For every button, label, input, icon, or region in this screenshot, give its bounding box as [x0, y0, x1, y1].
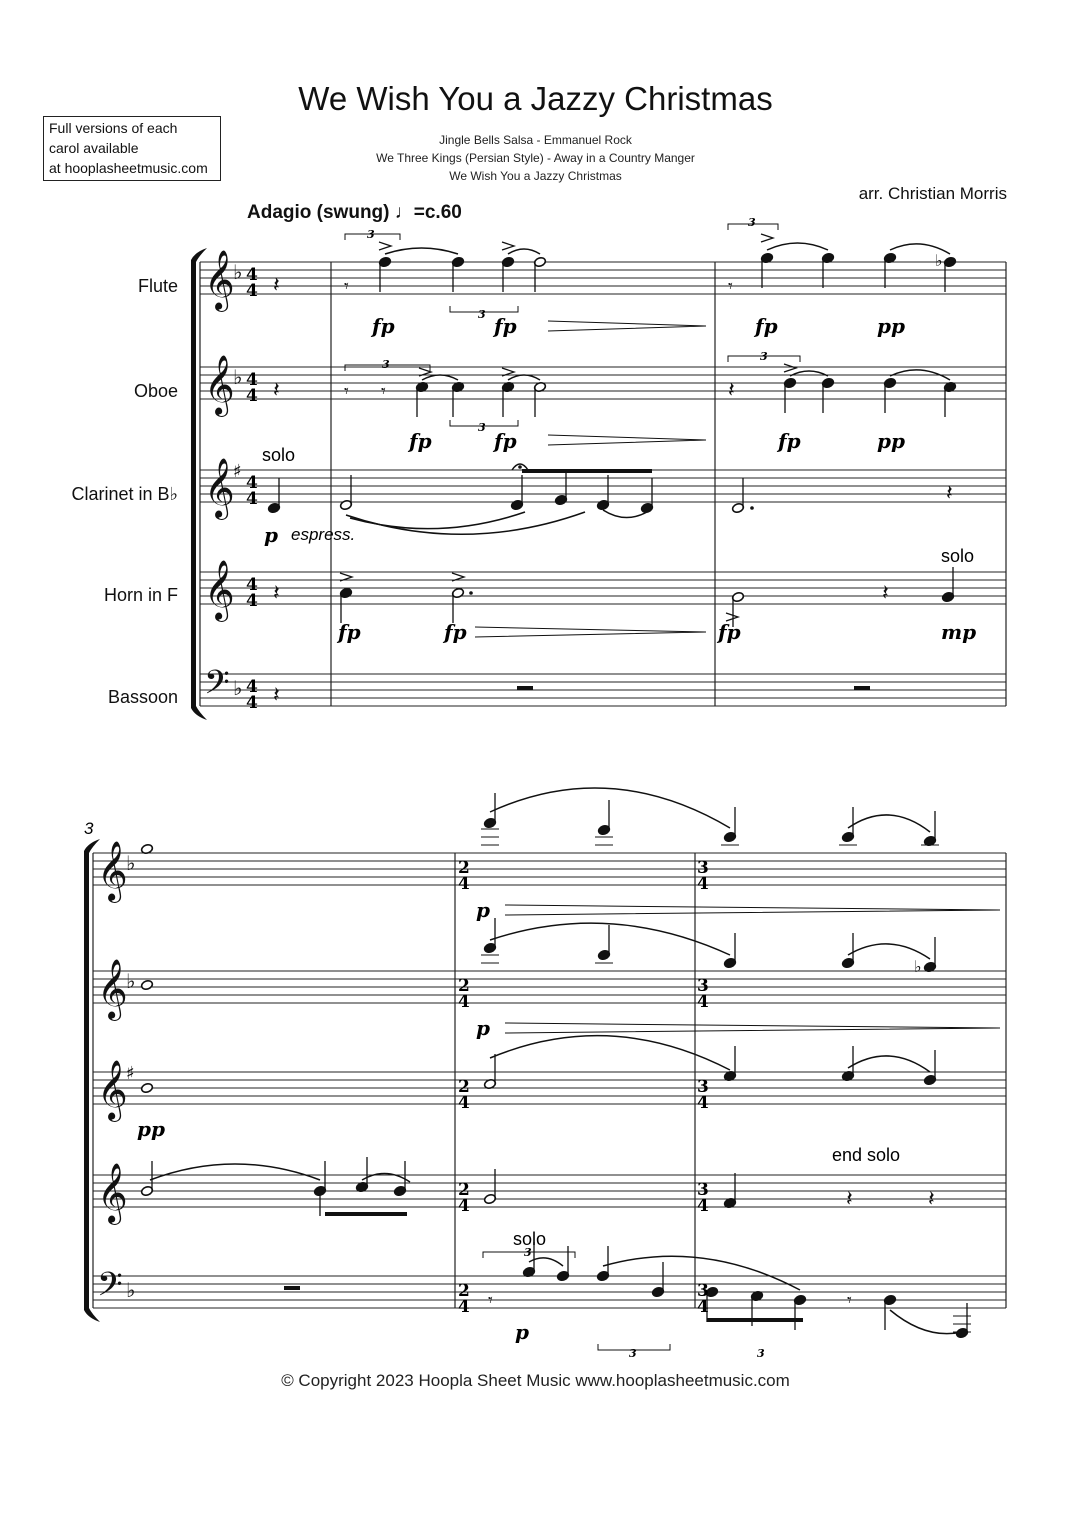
- timesig-num: 4: [246, 677, 258, 697]
- notehead: [140, 979, 153, 990]
- accent-mark: [379, 242, 391, 250]
- diminuendo-hairpin: [505, 1023, 1000, 1033]
- clefs: [97, 250, 242, 1312]
- timesig-den: 4: [697, 1297, 709, 1317]
- eighth-rest-icon: 𝄾: [847, 1290, 852, 1311]
- dynamics-system-1: [264, 314, 976, 644]
- instrument-label-horn: Horn in F: [103, 585, 178, 605]
- fermata-dot: [518, 465, 522, 469]
- flat-icon: ♭: [914, 957, 922, 976]
- timesig-den: 4: [246, 281, 258, 301]
- timesig-den: 4: [458, 992, 470, 1012]
- accent-mark: [761, 234, 773, 242]
- slur: [350, 512, 525, 529]
- slur: [385, 248, 458, 254]
- dynamic-fp: fp: [778, 429, 801, 453]
- bass-clef-icon: 𝄢: [97, 1266, 123, 1312]
- tuplet-3: 3: [367, 228, 375, 241]
- sharp-icon: ♯: [233, 461, 242, 482]
- dynamic-pp: pp: [137, 1117, 165, 1141]
- score-title: We Wish You a Jazzy Christmas: [298, 80, 773, 117]
- info-line-1: Full versions of each: [49, 120, 178, 136]
- timesig-num: 4: [246, 575, 258, 595]
- quarter-rest-icon: 𝄽: [273, 683, 280, 708]
- instrument-label-bassoon: Bassoon: [107, 687, 178, 707]
- bracket-bar: [191, 260, 196, 708]
- tempo-label: Adagio (swung): [247, 202, 390, 223]
- slur: [346, 512, 585, 534]
- notehead: [140, 1082, 153, 1093]
- beam: [325, 1212, 407, 1216]
- tuplet-3: 3: [524, 1246, 532, 1259]
- dynamic-p: p: [515, 1320, 529, 1344]
- end-solo-marking: end solo: [832, 1145, 901, 1165]
- beam: [707, 1318, 803, 1322]
- instrument-label-oboe: Oboe: [133, 381, 178, 401]
- slur: [848, 815, 930, 832]
- slur: [767, 243, 828, 250]
- subtitle-line-2: We Three Kings (Persian Style) - Away in a Country Manger: [376, 151, 695, 165]
- timesig-den: 4: [246, 489, 258, 509]
- eighth-rest-icon: 𝄾: [488, 1290, 493, 1311]
- dynamic-p: p: [476, 898, 490, 922]
- timesig-den: 4: [458, 1196, 470, 1216]
- tuplet-3: 3: [760, 350, 768, 363]
- treble-clef-icon: 𝄞: [97, 841, 128, 901]
- dynamic-p: p: [476, 1016, 490, 1040]
- dot: [469, 591, 473, 595]
- flat-icon: ♭: [126, 851, 136, 875]
- quarter-rest-icon: 𝄽: [946, 481, 953, 506]
- timesig-den: 4: [458, 874, 470, 894]
- instrument-label-flute: Flute: [137, 276, 178, 296]
- espressivo-marking: espress.: [291, 525, 356, 544]
- treble-clef-icon: 𝄞: [204, 355, 235, 415]
- tempo-value: =c.60: [413, 202, 462, 223]
- timesig-den: 4: [246, 693, 258, 713]
- timesig-num: 4: [246, 370, 258, 390]
- tuplet-3: 3: [382, 358, 390, 371]
- timesig-num: 4: [246, 473, 258, 493]
- timesig-num: 3: [697, 1281, 709, 1301]
- dynamic-fp: fp: [338, 620, 361, 644]
- info-line-2: carol available: [49, 140, 139, 156]
- slur: [508, 375, 540, 380]
- slur: [490, 1036, 730, 1070]
- subtitle-line-3: We Wish You a Jazzy Christmas: [449, 169, 622, 183]
- flat-icon: ♭: [233, 676, 243, 700]
- dynamic-fp: fp: [444, 620, 467, 644]
- solo-marking: solo: [513, 1229, 547, 1249]
- treble-clef-icon: 𝄞: [204, 458, 235, 518]
- dynamic-fp: fp: [494, 429, 517, 453]
- eighth-rest-icon: 𝄾: [344, 276, 349, 297]
- tuplet-3: 3: [748, 216, 756, 229]
- tuplet-3: 3: [478, 308, 486, 321]
- tuplet-3: 3: [757, 1347, 765, 1360]
- quarter-rest-icon: 𝄽: [273, 378, 280, 403]
- dynamic-pp: pp: [877, 314, 905, 338]
- flat-icon: ♭: [233, 365, 243, 389]
- slur: [422, 375, 458, 380]
- quarter-rest-icon: 𝄽: [728, 378, 735, 403]
- slur: [490, 788, 730, 828]
- tuplet-3: 3: [478, 421, 486, 434]
- measure-number: 3: [84, 819, 94, 838]
- treble-clef-icon: 𝄞: [97, 1163, 128, 1223]
- quarter-rest-icon: 𝄽: [882, 581, 889, 606]
- timesig-num: 2: [458, 1180, 470, 1200]
- system-brackets: [84, 248, 207, 1322]
- treble-clef-icon: 𝄞: [97, 959, 128, 1019]
- whole-rest-icon: [284, 1286, 300, 1290]
- timesig-num: 2: [458, 858, 470, 878]
- timesig-den: 4: [246, 591, 258, 611]
- beam: [522, 469, 652, 473]
- sharp-icon: ♯: [126, 1063, 135, 1084]
- quarter-rest-icon: 𝄽: [273, 581, 280, 606]
- eighth-rest-icon: 𝄾: [381, 381, 386, 402]
- quarter-note-icon: ♩: [394, 202, 414, 223]
- copyright-footer: © Copyright 2023 Hoopla Sheet Music www.hooplasheetmusic.com: [281, 1371, 790, 1390]
- solo-marking: solo: [262, 445, 296, 465]
- flat-icon: ♭: [126, 1278, 136, 1302]
- slur: [508, 249, 540, 254]
- bracket-bar: [84, 851, 89, 1310]
- dynamic-fp: fp: [755, 314, 778, 338]
- timesig-den: 4: [697, 1093, 709, 1113]
- timesig-den: 4: [246, 386, 258, 406]
- slur: [150, 1164, 320, 1180]
- flat-icon: ♭: [233, 260, 243, 284]
- timesig-num: 3: [697, 1077, 709, 1097]
- slur: [603, 510, 647, 518]
- info-line-3: at hooplasheetmusic.com: [49, 160, 208, 176]
- treble-clef-icon: 𝄞: [204, 560, 235, 620]
- timesig-num: 2: [458, 1281, 470, 1301]
- quarter-rest-icon: 𝄽: [846, 1187, 853, 1212]
- timesig-den: 4: [458, 1093, 470, 1113]
- instrument-label-clarinet: Clarinet in B♭: [71, 484, 178, 504]
- time-signatures-system-1: [246, 265, 258, 713]
- slur: [490, 923, 730, 955]
- timesig-num: 3: [697, 858, 709, 878]
- arranger-credit: arr. Christian Morris: [858, 184, 1007, 203]
- flat-icon: ♭: [126, 969, 136, 993]
- eighth-rest-icon: 𝄾: [728, 276, 733, 297]
- dynamic-p: p: [264, 523, 278, 547]
- whole-rest-icon: [854, 686, 870, 690]
- accent-mark: [784, 364, 796, 372]
- treble-clef-icon: 𝄞: [204, 250, 235, 310]
- flat-icon: ♭: [935, 251, 943, 270]
- diminuendo-hairpin: [505, 905, 1000, 915]
- dynamic-fp: fp: [372, 314, 395, 338]
- timesig-den: 4: [697, 992, 709, 1012]
- timesig-den: 4: [697, 874, 709, 894]
- diminuendo-hairpin: [548, 435, 706, 445]
- slur: [890, 1310, 962, 1334]
- slur: [848, 1056, 930, 1072]
- dynamics-system-2: [137, 898, 529, 1344]
- treble-clef-icon: 𝄞: [97, 1060, 128, 1120]
- notes: [137, 252, 971, 1338]
- accent-mark: [502, 242, 514, 250]
- timesig-den: 4: [697, 1196, 709, 1216]
- timesig-num: 3: [697, 1180, 709, 1200]
- solo-marking: solo: [941, 546, 975, 566]
- dynamic-mp: mp: [941, 620, 977, 644]
- timesig-den: 4: [458, 1297, 470, 1317]
- bass-clef-icon: 𝄢: [204, 664, 230, 710]
- timesig-num: 2: [458, 1077, 470, 1097]
- dynamic-fp: fp: [718, 620, 741, 644]
- quarter-rest-icon: 𝄽: [273, 273, 280, 298]
- dynamic-fp: fp: [494, 314, 517, 338]
- timesig-num: 4: [246, 265, 258, 285]
- dot: [750, 506, 754, 510]
- timesig-num: 2: [458, 976, 470, 996]
- quarter-rest-icon: 𝄽: [928, 1187, 935, 1212]
- diminuendo-hairpin: [548, 321, 706, 331]
- timesig-num: 3: [697, 976, 709, 996]
- subtitle-line-1: Jingle Bells Salsa - Emmanuel Rock: [439, 133, 632, 147]
- dynamic-fp: fp: [409, 429, 432, 453]
- tuplet-3: 3: [629, 1347, 637, 1360]
- dynamic-pp: pp: [877, 429, 905, 453]
- diminuendo-hairpin: [475, 627, 706, 637]
- whole-rest-icon: [517, 686, 533, 690]
- eighth-rest-icon: 𝄾: [344, 381, 349, 402]
